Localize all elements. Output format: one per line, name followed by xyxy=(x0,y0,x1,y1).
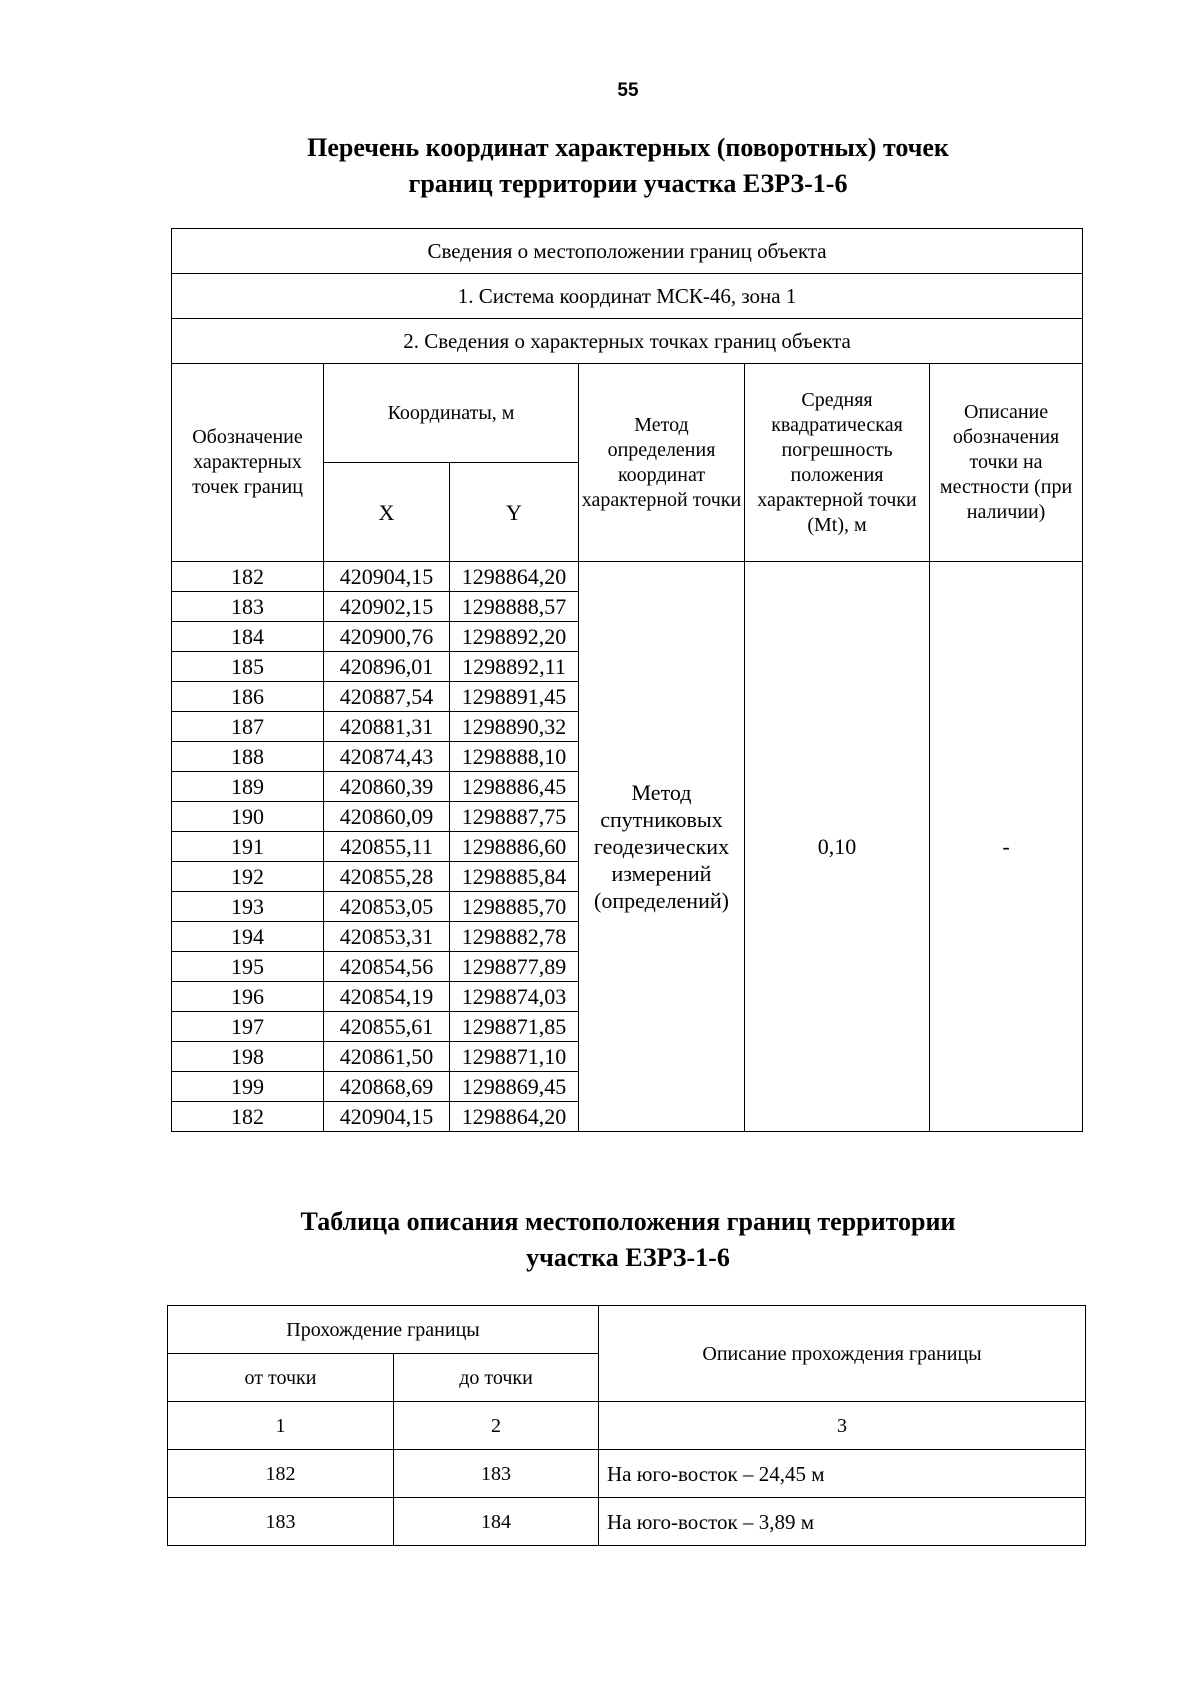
y-coord: 1298885,84 xyxy=(450,862,579,892)
col-error: Средняя квадратическая погрешность положения характерной точки (Mt), м xyxy=(745,364,930,562)
col-to: до точки xyxy=(394,1354,599,1402)
point-id: 185 xyxy=(172,652,324,682)
col-coords: Координаты, м xyxy=(324,364,579,463)
table-row xyxy=(168,1450,1086,1498)
title-line: границ территории участка ЕЗРЗ-1-6 xyxy=(408,169,848,198)
x-coord: 420853,05 xyxy=(324,892,450,922)
point-id: 187 xyxy=(172,712,324,742)
point-id: 194 xyxy=(172,922,324,952)
error-cell: 0,10 xyxy=(745,562,930,1132)
y-coord: 1298871,85 xyxy=(450,1012,579,1042)
point-id: 182 xyxy=(172,562,324,592)
point-id: 199 xyxy=(172,1072,324,1102)
col-num: 3 xyxy=(599,1402,1086,1450)
x-coord: 420855,61 xyxy=(324,1012,450,1042)
point-id: 193 xyxy=(172,892,324,922)
col-desc: Описание обозначения точки на местности (при наличии) xyxy=(930,364,1083,562)
x-coord: 420900,76 xyxy=(324,622,450,652)
x-coord: 420904,15 xyxy=(324,1102,450,1132)
from-point: 183 xyxy=(168,1498,394,1546)
y-coord: 1298877,89 xyxy=(450,952,579,982)
y-coord: 1298888,57 xyxy=(450,592,579,622)
x-coord: 420896,01 xyxy=(324,652,450,682)
y-coord: 1298887,75 xyxy=(450,802,579,832)
col-num: 1 xyxy=(168,1402,394,1450)
point-id: 190 xyxy=(172,802,324,832)
col-point: Обозначение характерных точек границ xyxy=(172,364,324,562)
x-coord: 420904,15 xyxy=(324,562,450,592)
point-id: 196 xyxy=(172,982,324,1012)
method-cell: Метод спутниковых геодезических измерений (определений) xyxy=(579,562,745,1132)
point-id: 189 xyxy=(172,772,324,802)
title-coordinates-list xyxy=(0,130,1200,202)
y-coord: 1298892,20 xyxy=(450,622,579,652)
x-coord: 420860,39 xyxy=(324,772,450,802)
point-id: 192 xyxy=(172,862,324,892)
title-line: Перечень координат характерных (поворотных) точек xyxy=(307,133,949,162)
point-id: 186 xyxy=(172,682,324,712)
x-coord: 420868,69 xyxy=(324,1072,450,1102)
col-desc: Описание прохождения границы xyxy=(599,1306,1086,1402)
description: На юго-восток – 3,89 м xyxy=(599,1498,1086,1546)
point-id: 191 xyxy=(172,832,324,862)
title-line: Таблица описания местоположения границ территории xyxy=(300,1207,956,1236)
header-info: Сведения о местоположении границ объекта xyxy=(172,229,1083,274)
page-number: 55 xyxy=(617,80,639,101)
y-coord: 1298869,45 xyxy=(450,1072,579,1102)
title-line: участка ЕЗРЗ-1-6 xyxy=(526,1243,730,1272)
x-coord: 420902,15 xyxy=(324,592,450,622)
point-id: 182 xyxy=(172,1102,324,1132)
y-coord: 1298864,20 xyxy=(450,1102,579,1132)
y-coord: 1298892,11 xyxy=(450,652,579,682)
x-coord: 420855,11 xyxy=(324,832,450,862)
point-id: 184 xyxy=(172,622,324,652)
point-id: 183 xyxy=(172,592,324,622)
coordinates-table xyxy=(171,228,1083,1132)
y-coord: 1298888,10 xyxy=(450,742,579,772)
x-coord: 420874,43 xyxy=(324,742,450,772)
x-coord: 420855,28 xyxy=(324,862,450,892)
point-id: 197 xyxy=(172,1012,324,1042)
x-coord: 420860,09 xyxy=(324,802,450,832)
title-boundary-description xyxy=(0,1204,1200,1276)
coordinate-system: 1. Система координат МСК-46, зона 1 xyxy=(172,274,1083,319)
y-coord: 1298871,10 xyxy=(450,1042,579,1072)
x-coord: 420854,56 xyxy=(324,952,450,982)
col-pass: Прохождение границы xyxy=(168,1306,599,1354)
points-info: 2. Сведения о характерных точках границ объекта xyxy=(172,319,1083,364)
col-method: Метод определения координат характерной точки xyxy=(579,364,745,562)
table-row xyxy=(172,562,1083,592)
col-x: X xyxy=(324,463,450,562)
col-num: 2 xyxy=(394,1402,599,1450)
point-id: 195 xyxy=(172,952,324,982)
y-coord: 1298886,45 xyxy=(450,772,579,802)
from-point: 182 xyxy=(168,1450,394,1498)
x-coord: 420881,31 xyxy=(324,712,450,742)
point-id: 188 xyxy=(172,742,324,772)
boundary-description-table xyxy=(167,1305,1086,1546)
point-id: 198 xyxy=(172,1042,324,1072)
to-point: 184 xyxy=(394,1498,599,1546)
x-coord: 420853,31 xyxy=(324,922,450,952)
y-coord: 1298890,32 xyxy=(450,712,579,742)
x-coord: 420861,50 xyxy=(324,1042,450,1072)
y-coord: 1298886,60 xyxy=(450,832,579,862)
y-coord: 1298885,70 xyxy=(450,892,579,922)
col-y: Y xyxy=(450,463,579,562)
y-coord: 1298882,78 xyxy=(450,922,579,952)
x-coord: 420854,19 xyxy=(324,982,450,1012)
y-coord: 1298864,20 xyxy=(450,562,579,592)
desc-cell: - xyxy=(930,562,1083,1132)
y-coord: 1298874,03 xyxy=(450,982,579,1012)
description: На юго-восток – 24,45 м xyxy=(599,1450,1086,1498)
y-coord: 1298891,45 xyxy=(450,682,579,712)
col-from: от точки xyxy=(168,1354,394,1402)
table-row xyxy=(168,1498,1086,1546)
x-coord: 420887,54 xyxy=(324,682,450,712)
to-point: 183 xyxy=(394,1450,599,1498)
